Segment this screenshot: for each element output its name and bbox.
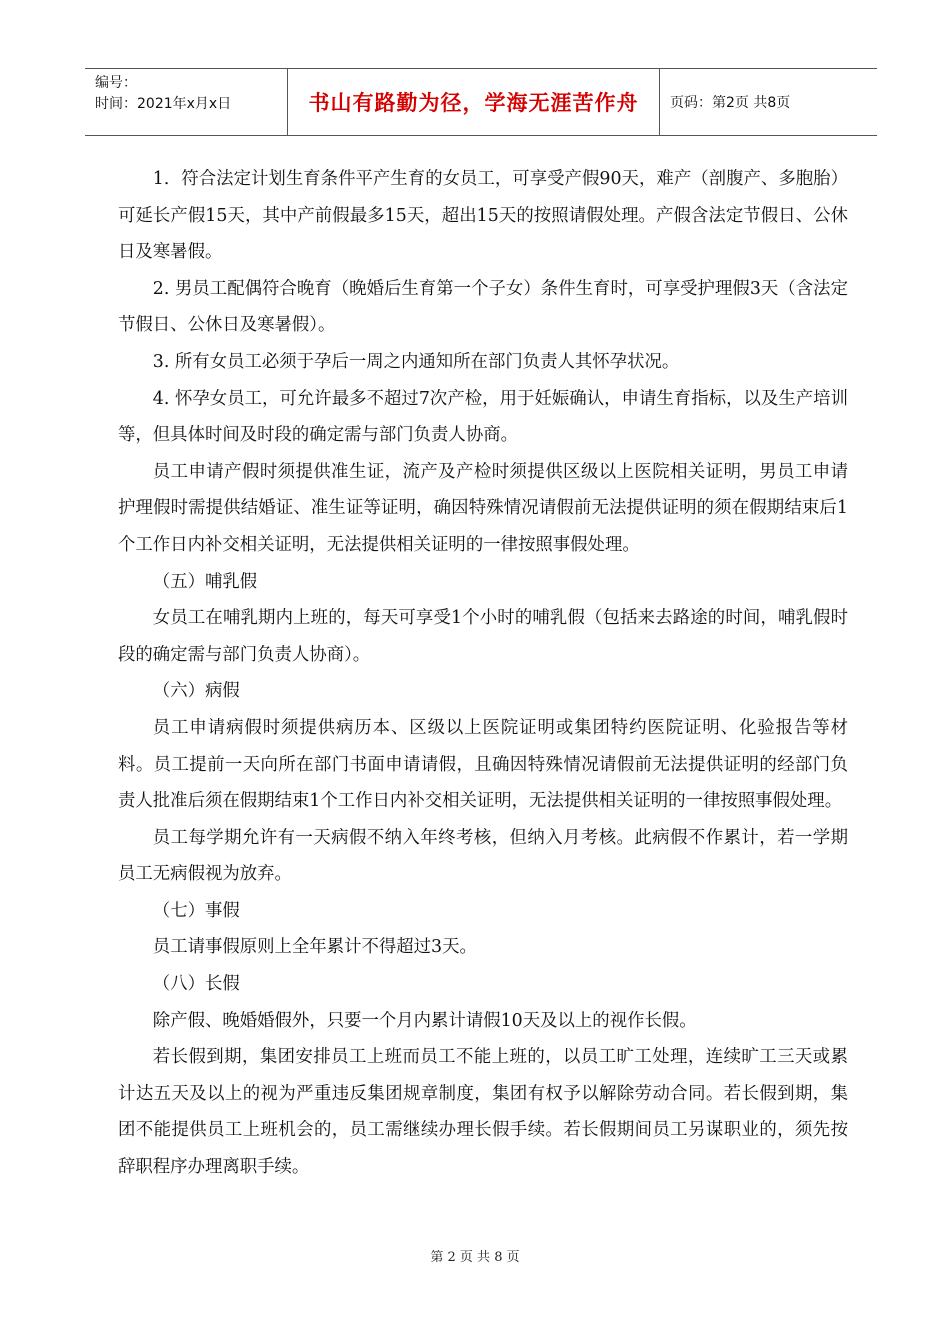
- paragraph-sick-leave-allowance: 员工每学期允许有一天病假不纳入年终考核，但纳入月考核。此病假不作累计，若一学期员工无病假视为放弃。: [118, 827, 848, 885]
- paragraph-sick-leave-documents: 员工申请病假时须提供病历本、区级以上医院证明或集团特约医院证明、化验报告等材料。员工提前一天向所在部门书面申请请假，且确因特殊情况请假前无法提供证明的经部门负责人批准后须在假期结束1个工作日内补交相关证明，无法提供相关证明的一律按照事假处理。: [118, 717, 848, 812]
- paragraph-pregnancy-notice: 3. 所有女员工必须于孕后一周之内通知所在部门负责人其怀孕状况。: [152, 351, 680, 372]
- page-header: [85, 68, 877, 136]
- header-motto: 书山有路勤为径，学海无涯苦作舟: [287, 69, 660, 135]
- paragraph-long-leave-definition: 除产假、晚婚婚假外，只要一个月内累计请假10天及以上的视作长假。: [152, 1010, 697, 1031]
- page-footer: 第 2 页 共 8 页: [430, 1250, 520, 1265]
- section-heading-nursing-leave: （五）哺乳假: [152, 571, 258, 592]
- section-heading-long-leave: （八）长假: [152, 974, 240, 995]
- header-meta: [85, 69, 287, 135]
- document-date: 时间：2021年x月x日: [95, 96, 232, 112]
- document-body: [118, 161, 848, 1186]
- paragraph-paternity-leave: 2. 男员工配偶符合晚育（晚婚后生育第一个子女）条件生育时，可享受护理假3天（含法定节假日、公休日及寒暑假）。: [118, 278, 848, 336]
- paragraph-maternity-leave: 1．符合法定计划生育条件平产生育的女员工，可享受产假90天，难产（剖腹产、多胞胎）可延长产假15天，其中产前假最多15天，超出15天的按照请假处理。产假含法定节假日、公休日及寒暑假。: [118, 169, 848, 263]
- paragraph-nursing-leave: 女员工在哺乳期内上班的，每天可享受1个小时的哺乳假（包括来去路途的时间，哺乳假时段的确定需与部门负责人协商）。: [118, 608, 848, 665]
- document-number-label: 编号：: [95, 75, 137, 91]
- header-page-info: 页码：第2页 共8页: [670, 95, 791, 111]
- paragraph-long-leave-expiry: 若长假到期，集团安排员工上班而员工不能上班的，以员工旷工处理，连续旷工三天或累计达五天及以上的视为严重违反集团规章制度，集团有权予以解除劳动合同。若长假到期，集团不能提供员工上班机会的，员工需继续办理长假手续。若长假期间员工另谋职业的，须先按辞职程序办理离职手续。: [118, 1047, 848, 1178]
- paragraph-personal-leave: 员工请事假原则上全年累计不得超过3天。: [152, 937, 477, 958]
- paragraph-prenatal-checkups: 4. 怀孕女员工，可允许最多不超过7次产检，用于妊娠确认，申请生育指标，以及生产培训等，但具体时间及时段的确定需与部门负责人协商。: [118, 388, 848, 446]
- section-heading-sick-leave: （六）病假: [152, 681, 240, 702]
- paragraph-maternity-documents: 员工申请产假时须提供准生证，流产及产检时须提供区级以上医院相关证明，男员工申请护理假时需提供结婚证、准生证等证明，确因特殊情况请假前无法提供证明的须在假期结束后1个工作日内补交相关证明，无法提供相关证明的一律按照事假处理。: [118, 461, 848, 555]
- section-heading-personal-leave: （七）事假: [152, 900, 240, 921]
